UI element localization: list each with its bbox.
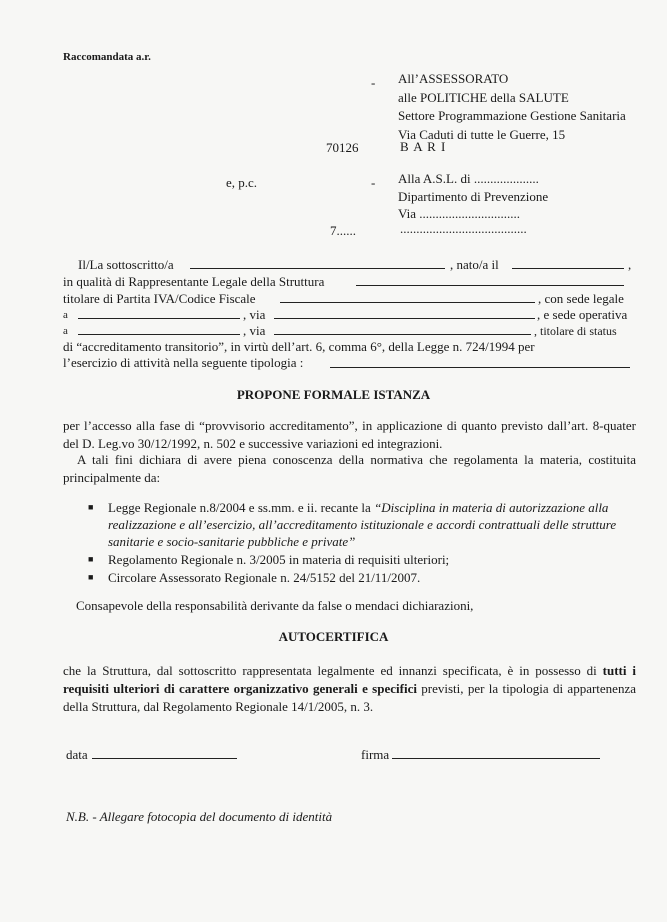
via-legale-field[interactable] [274,307,535,319]
recipient1-line: All’ASSESSORATO [398,71,509,86]
list-item [88,551,648,568]
a-label-1: a [63,309,68,321]
dipartimento-line: Dipartimento di Prevenzione [398,188,549,204]
struttura-field[interactable] [356,274,624,286]
data-label: data [66,747,88,762]
recipient1-cap: 70126 [326,140,359,155]
struttura-paragraph [63,662,636,716]
recipient2-dash: - [371,175,376,190]
name-field[interactable] [190,257,445,269]
list-item [88,499,648,550]
recipient2-cap: 7...... [330,223,356,238]
consapevole-text: Consapevole della responsabilità derivante da false o mendaci dichiarazioni, [76,598,474,613]
sede-operativa-label: , e sede operativa [537,307,628,322]
recipient1-dash: - [371,75,376,90]
firma-label: firma [361,747,390,762]
requirement-text: Circolare Assessorato Regionale n. 24/5152 del 21/11/2007. [108,570,421,585]
recipient1-line: Settore Programmazione Gestione Sanitaria [398,108,626,123]
titolare-label: titolare di Partita IVA/Codice Fiscale [63,291,256,306]
requirement-text: Regolamento Regionale n. 3/2005 in materia di requisiti ulteriori; [108,552,450,567]
esercizio-label: l’esercizio di attività nella seguente tipologia : [63,355,304,370]
autocertifica-heading: AUTOCERTIFICA [278,629,389,644]
titolare-status-label: , titolare di status [534,324,617,338]
partita-iva-field[interactable] [280,291,535,303]
sede-legale-label: , con sede legale [538,291,624,306]
tipologia-field[interactable] [330,356,630,368]
recipient2-address [398,170,548,223]
qualita-label: in qualità di Rappresentante Legale della Struttura [63,274,325,289]
via-line: Via ............................... [398,206,520,221]
ep-label: e, p.c. [226,175,258,190]
bullet-icon: ■ [88,554,94,564]
bullet-icon: ■ [88,502,94,512]
accreditamento-line: di “accreditamento transitorio”, in virtù dell’art. 6, comma 6°, della Legge n. 724/1994 per [63,339,535,354]
a-label-2: a [63,325,68,337]
date-field[interactable] [92,747,237,759]
city-operativa-field[interactable] [78,323,240,335]
sottoscritto-label: Il/La sottoscritto/a [78,257,174,272]
recipient1-address [398,70,626,144]
city-legale-field[interactable] [78,307,240,319]
via-label-1: , via [243,307,266,322]
recipient1-line: alle POLITICHE della SALUTE [398,89,569,105]
struttura-part2: previsti, per la tipologia di appartenenza della Struttura, dal Regolamento Regionale 14/1/2005, n. 3. [63,681,636,714]
requirement-text: Legge Regionale n.8/2004 e ss.mm. e ii. recante la [108,500,375,515]
nato-label: , nato/a il [450,257,499,272]
recipient1-city: B A R I [400,139,447,154]
comma: , [628,257,632,272]
signature-field[interactable] [392,747,600,759]
raccomandata-label: Raccomandata a.r. [63,51,151,63]
recipient2-city-line: ....................................... [400,221,527,236]
struttura-part1: che la Struttura, dal sottoscritto rappresentata legalmente ed innanzi specificata, è in possesso di [63,663,603,678]
tali-fini-paragraph: A tali fini dichiara di avere piena conoscenza della normativa che regolamenta la materia, costituita principalmente da: [63,452,636,485]
birthdate-field[interactable] [512,257,624,269]
requirements-list [88,499,648,587]
bullet-icon: ■ [88,572,94,582]
asl-line: Alla A.S.L. di .................... [398,171,539,186]
nb-note: N.B. - Allegare fotocopia del documento di identità [66,809,333,824]
via-label-2: , via [243,323,266,338]
struttura-bold: tutti i requisiti ulteriori di carattere organizzativo generali e specifici [63,663,637,696]
recipient1-line: Via Caduti di tutte le Guerre, 15 [398,126,566,142]
list-item [88,569,648,586]
via-operativa-field[interactable] [274,323,531,335]
requirement-italic: “Disciplina in materia di autorizzazione alla realizzazione e all’esercizio, all’accreditamento istituzionale e accordi contrattuali delle strutture sanitarie e socio-sanitarie pubbliche e private” [108,500,617,549]
propone-heading: PROPONE FORMALE ISTANZA [236,387,431,402]
istanza-paragraph: per l’accesso alla fase di “provvisorio accreditamento”, in applicazione di quanto previsto dall’art. 8-quater del D. Leg.vo 30/12/1992, n. 502 e successive variazioni ed integrazioni. [63,418,636,451]
